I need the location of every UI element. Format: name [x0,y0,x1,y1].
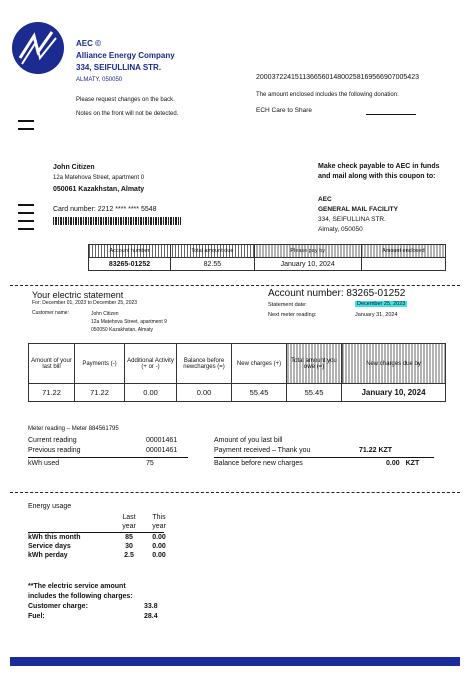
account-coupon-table [88,244,446,271]
usage-row-label: kWh perday [28,552,68,559]
mail-org: AEC [318,196,332,203]
previous-reading-label: Previous reading [28,447,81,454]
usage-table [28,513,174,560]
usage-header-row2 [28,522,174,531]
customer-charge-label: Customer charge: [28,603,88,610]
statement-date-value: December 25, 2023 [357,301,406,307]
statement-customer-addr2: 050050 Kazakhstan, Almaty [91,327,153,333]
note-front: Notes on the front will not be detected. [76,111,179,117]
usage-row-this: 0.00 [152,534,166,541]
summary-header-payments: Payments (-) [75,344,125,384]
summary-value-row [29,384,446,402]
payable-line2: and mail along with this coupon to: [318,173,436,180]
usage-row [28,533,174,542]
customer-address [53,162,144,195]
donation-text: The amount enclosed includes the following donation: [256,92,399,98]
payable-instructions [318,162,440,182]
statement-period: For: December 01, 2023 to December 25, 2023 [32,300,138,306]
header-account-number: Account number [89,245,171,258]
statement-customer [91,310,167,334]
usage-row-label: kWh this month [28,534,81,541]
previous-reading-value: 00001461 [146,447,178,454]
summary-header-new-charges: New charges (+) [232,344,287,384]
summary-header-due-by: New charges due by [342,344,446,384]
usage-header-row [28,513,174,522]
summary-header-activity: Additional Activity (+ or -) [125,344,177,384]
usage-col-this: This [152,514,166,521]
usage-row [28,542,174,551]
usage-row-this: 0.00 [152,543,166,550]
value-pay-by: January 10, 2024 [254,258,361,271]
meter-readings [28,436,188,469]
statement-account-label: Account number: [268,288,344,299]
section-divider [10,492,460,493]
value-account-number: 83265-01252 [89,258,171,271]
usage-col-this-year: year [152,523,166,530]
customer-charge-row [28,602,158,612]
usage-row [28,551,174,560]
company-address [76,38,175,86]
usage-row-label: Service days [28,543,71,550]
customer-address-line1: 12a Matehova Street, apartment 0 [53,175,145,181]
meter-kwh-row [28,459,188,469]
value-total-due: 82.55 [170,258,254,271]
recap-divider [214,457,434,458]
mailing-address [318,195,398,235]
fuel-label: Fuel: [28,613,45,620]
next-reading-value: January 31, 2024 [355,312,398,318]
customer-address-line2: 050061 Kazakhstan, Almaty [53,186,145,193]
last-bill-label: Amount of you last bill [214,437,283,444]
company-short: AEC © [76,39,102,48]
tear-line [10,285,460,286]
scan-mark [18,212,34,214]
statement-account-number: 83265-01252 [346,288,406,299]
fuel-value: 28.4 [144,613,158,620]
scan-mark [18,204,34,206]
charges-note [28,582,158,622]
balance-label: Balance before new charges [214,460,303,467]
charges-note-line2: includes the following charges: [28,593,133,600]
charges-note-line1: **The electric service amount [28,583,126,590]
statement-customer-addr1: 12a Matehova Street, apartment 9 [91,319,167,325]
header-pay-by: Please pay by [254,245,361,258]
donation-label: ECH Care to Share [256,107,312,114]
summary-value-payments: 71.22 [75,384,125,402]
current-reading-value: 00001461 [146,437,178,444]
summary-table [28,343,446,402]
meter-previous-row [28,446,188,456]
card-label: Card number: [53,206,96,213]
customer-name: John Citizen [53,164,95,171]
header-total-due: Total amount due [170,245,254,258]
usage-title: Energy usage [28,503,72,510]
footer-bar [10,657,460,666]
summary-value-activity: 0.00 [125,384,177,402]
statement-date-label: Statement date: [268,302,307,308]
scan-mark [18,120,34,122]
payable-line1: Make check payable to AEC in funds [318,163,440,170]
balance-unit: KZT [405,460,420,467]
fuel-row [28,612,158,622]
meter-current-row [28,436,188,446]
summary-value-balance: 0.00 [177,384,232,402]
current-reading-label: Current reading [28,437,77,444]
value-amount-enclosed[interactable] [361,258,445,271]
balance-row [214,459,434,469]
usage-col-last-year: year [122,523,136,530]
kwh-used-label: kWh used [28,460,60,467]
usage-row-last: 2.5 [124,552,134,559]
summary-value-total-owe: 55.45 [287,384,342,402]
company-city: ALMATY, 050050 [76,77,123,83]
header-amount-enclosed: Amount enclosed [361,245,445,258]
meter-divider [28,457,188,458]
payment-row [214,446,434,456]
scan-mark [18,228,34,230]
donation-line [366,114,416,115]
account-value-row [89,258,446,271]
note-changes: Please request changes on the back. [76,97,175,103]
usage-row-this: 0.00 [152,552,166,559]
mail-street: 334, SEIFULLINA STR. [318,216,386,223]
summary-header-balance: Balance before newcharges (=) [177,344,232,384]
account-header-row [89,245,446,258]
statement-customer-label: Customer name: [32,310,69,316]
meter-title: Meter reading – Meter 884561795 [28,426,119,432]
summary-header-row [29,344,446,384]
payment-value: 71.22 KZT [359,447,393,454]
company-logo [12,22,64,74]
company-name: Alliance Energy Company [76,51,175,60]
summary-value-last-bill: 71.22 [29,384,75,402]
card-number: 2212 **** **** 5548 [97,206,157,213]
customer-charge-value: 33.8 [144,603,158,610]
scan-mark [18,128,34,130]
statement-customer-name: John Citizen [91,311,119,317]
bill-recap [214,436,434,469]
barcode-number: 20003722415113665601480025816956690700542​3 [256,74,419,81]
payment-label: Payment received – Thank you [214,447,311,454]
summary-header-last-bill: Amount of your last bill [29,344,75,384]
next-reading-label: Next meter reading: [268,312,317,318]
kwh-used-value: 75 [146,460,154,467]
scan-mark [18,220,34,222]
logo-stripes-icon [12,22,64,74]
summary-header-total-owe: Total amount you owe (=) [287,344,342,384]
summary-value-due-by: January 10, 2024 [342,384,446,402]
mail-facility: GENERAL MAIL FACILITY [318,206,398,213]
mail-city: Almaty, 050050 [318,226,363,233]
postal-barcode [53,217,181,225]
usage-row-last: 85 [125,534,133,541]
balance-value: 0.00 [386,460,400,467]
statement-account [268,288,405,299]
usage-row-last: 30 [125,543,133,550]
usage-col-last: Last [122,514,136,521]
card-number-row [53,206,157,213]
company-street: 334, SEIFULLINA STR. [76,63,162,72]
summary-value-new-charges: 55.45 [232,384,287,402]
statement-title: Your electric statement [32,290,124,300]
